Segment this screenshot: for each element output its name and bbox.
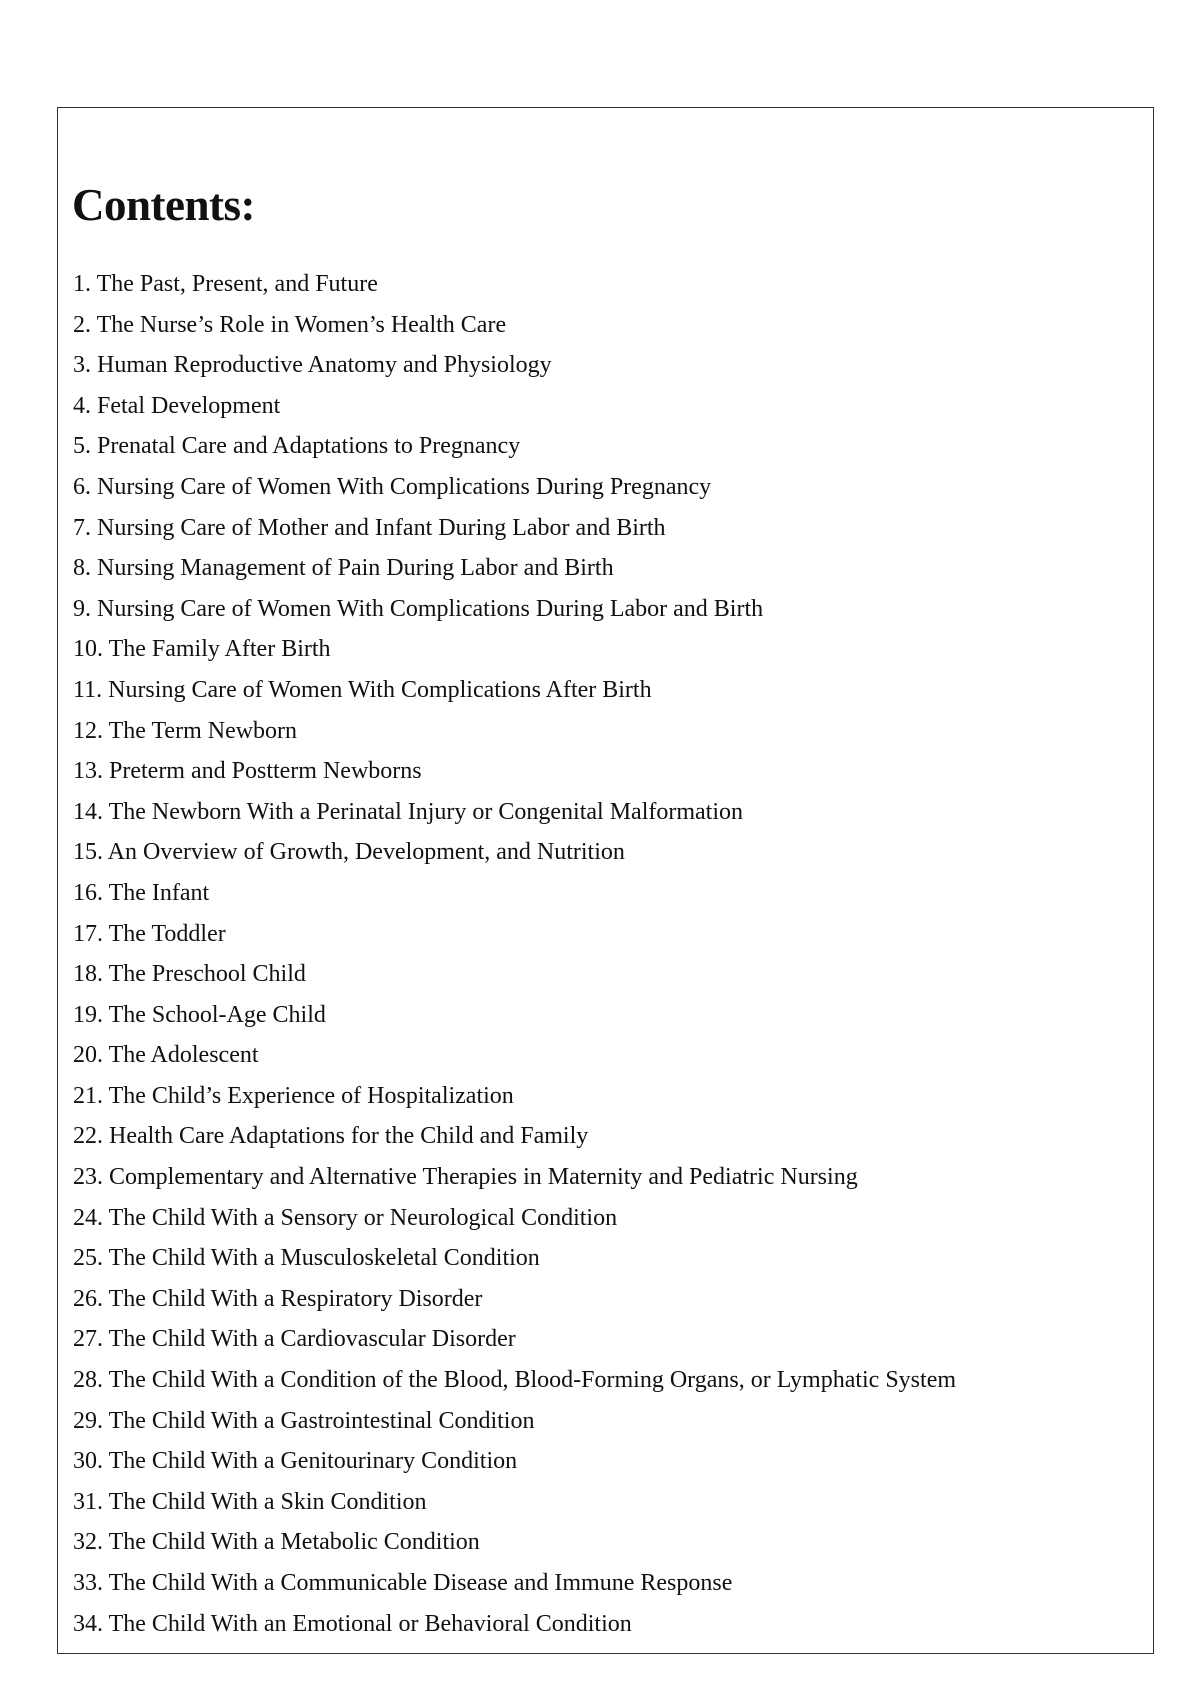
toc-item: 20. The Adolescent <box>73 1042 259 1069</box>
toc-item: 13. Preterm and Postterm Newborns <box>73 758 422 785</box>
toc-item: 10. The Family After Birth <box>73 636 331 663</box>
toc-item: 34. The Child With an Emotional or Behavioral Condition <box>73 1610 632 1637</box>
toc-item: 6. Nursing Care of Women With Complications During Pregnancy <box>73 473 712 500</box>
toc-item: 31. The Child With a Skin Condition <box>73 1488 427 1515</box>
toc-item: 7. Nursing Care of Mother and Infant During Labor and Birth <box>73 514 666 541</box>
contents-title: Contents: <box>72 180 255 230</box>
toc-item: 5. Prenatal Care and Adaptations to Pregnancy <box>73 433 521 460</box>
toc-item: 26. The Child With a Respiratory Disorder <box>73 1285 483 1312</box>
toc-item: 22. Health Care Adaptations for the Child and Family <box>73 1123 589 1150</box>
toc-item: 29. The Child With a Gastrointestinal Condition <box>73 1407 535 1434</box>
toc-item: 15. An Overview of Growth, Development, and Nutrition <box>73 839 625 866</box>
toc-item: 14. The Newborn With a Perinatal Injury or Congenital Malformation <box>73 798 743 825</box>
toc-item: 17. The Toddler <box>73 920 226 947</box>
toc-item: 27. The Child With a Cardiovascular Disorder <box>73 1326 516 1353</box>
toc-item: 25. The Child With a Musculoskeletal Condition <box>73 1245 540 1272</box>
toc-item: 19. The School-Age Child <box>73 1001 326 1028</box>
toc-item: 4. Fetal Development <box>73 392 281 419</box>
toc-item: 8. Nursing Management of Pain During Labor and Birth <box>73 555 614 582</box>
toc-item: 18. The Preschool Child <box>73 961 306 988</box>
toc-item: 16. The Infant <box>73 879 210 906</box>
toc-item: 21. The Child’s Experience of Hospitalization <box>73 1082 514 1109</box>
toc-item: 28. The Child With a Condition of the Blood, Blood-Forming Organs, or Lymphatic System <box>73 1367 957 1394</box>
toc-item: 12. The Term Newborn <box>73 717 298 744</box>
table-of-contents <box>73 264 956 1644</box>
toc-item: 30. The Child With a Genitourinary Condition <box>73 1448 518 1475</box>
toc-item: 24. The Child With a Sensory or Neurological Condition <box>73 1204 618 1231</box>
toc-item: 1. The Past, Present, and Future <box>73 271 378 297</box>
toc-item: 3. Human Reproductive Anatomy and Physiology <box>73 352 552 379</box>
toc-item: 23. Complementary and Alternative Therapies in Maternity and Pediatric Nursing <box>73 1164 858 1191</box>
toc-item: 33. The Child With a Communicable Disease and Immune Response <box>73 1570 733 1596</box>
toc-item: 32. The Child With a Metabolic Condition <box>73 1529 480 1556</box>
toc-item: 9. Nursing Care of Women With Complications During Labor and Birth <box>73 595 764 622</box>
toc-item: 11. Nursing Care of Women With Complications After Birth <box>73 676 652 703</box>
toc-item: 2. The Nurse’s Role in Women’s Health Care <box>73 311 507 338</box>
